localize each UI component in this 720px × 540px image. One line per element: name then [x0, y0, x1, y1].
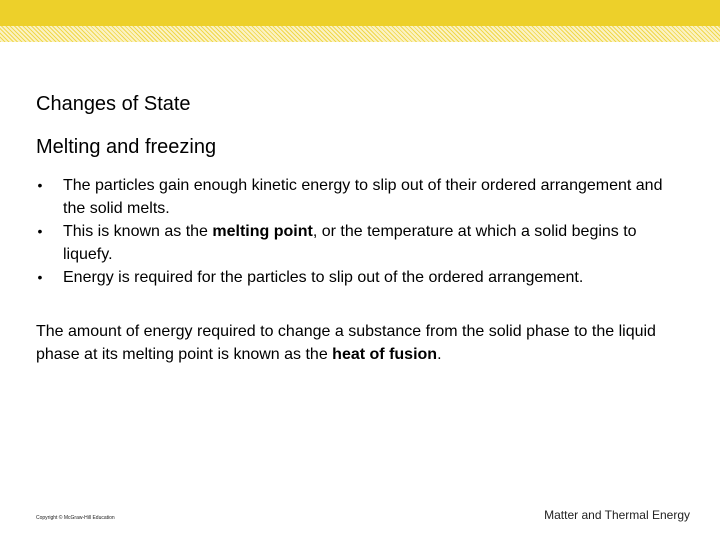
bullet-dot-icon: • — [37, 223, 43, 239]
bullet-item — [36, 174, 686, 220]
bullet-item — [36, 220, 686, 266]
slide-title: Changes of State — [36, 93, 191, 115]
bullet-text: The particles gain enough kinetic energy to slip out of their ordered arrangement and the solid melts. — [63, 177, 663, 217]
bullet-list — [36, 174, 686, 289]
slide-subtitle: Melting and freezing — [36, 136, 217, 158]
paragraph-text-tail: . — [437, 346, 442, 363]
header-band — [0, 0, 720, 26]
paragraph-text: The amount of energy required to change a substance from the solid phase to the liquid phase at its melting point is known as the — [36, 323, 656, 363]
bullet-text: Energy is required for the particles to slip out of the ordered arrangement. — [63, 269, 584, 286]
bullet-text-tail: , or the temperature at which a solid begins to liquefy. — [63, 223, 637, 263]
definition-paragraph — [36, 320, 686, 366]
header-band-hatch — [0, 26, 720, 42]
bullet-dot-icon: • — [37, 177, 43, 193]
bullet-dot-icon: • — [37, 269, 43, 285]
bullet-text: This is known as the — [63, 223, 213, 240]
bullet-bold-term: melting point — [212, 223, 313, 240]
copyright-notice: Copyright © McGraw-Hill Education — [36, 515, 115, 521]
paragraph-bold-term: heat of fusion — [332, 346, 438, 363]
bullet-item — [36, 266, 686, 289]
footer-section-label: Matter and Thermal Energy — [544, 508, 690, 522]
